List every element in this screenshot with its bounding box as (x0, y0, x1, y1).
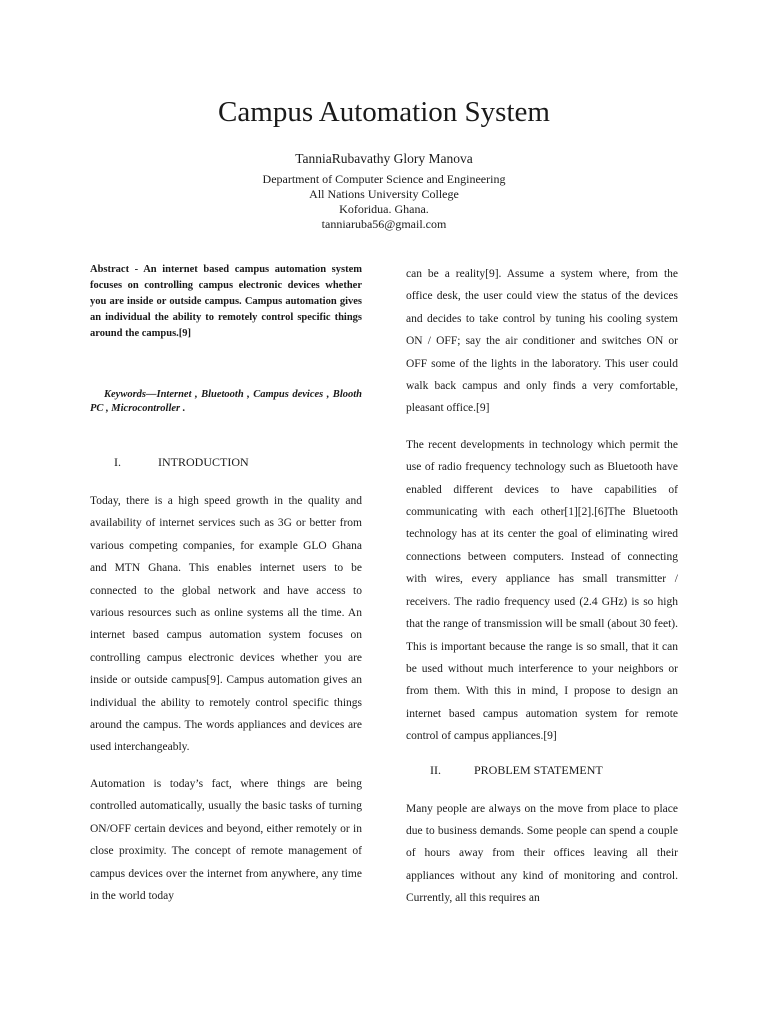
section-number: I. (114, 455, 121, 469)
author-email: tanniaruba56@gmail.com (321, 217, 447, 231)
author-name: TanniaRubavathy Glory Manova (295, 151, 473, 166)
section-heading-introduction (90, 454, 362, 470)
section-heading-problem-statement (406, 762, 678, 778)
affiliation-block (0, 172, 768, 232)
section-title: INTRODUCTION (158, 455, 249, 469)
problem-paragraph-1: Many people are always on the move from place to place due to business demands. Some people can spend a couple of hours away from their offices leaving all their appliances without any kind of monitoring and control. Currently, all this requires an (406, 802, 678, 905)
keywords: Keywords—Internet , Bluetooth , Campus devices , Blooth PC , Microcontroller . (90, 389, 362, 414)
intro-paragraph-3: can be a reality[9]. Assume a system where, from the office desk, the user could view the status of the devices and decides to take control by tuning his cooling system ON / OFF; say the air conditioner and switches ON or OFF some of the lights in the laboratory. This user could walk back campus and only finds a very comfortable, pleasant office.[9] (406, 268, 678, 415)
abstract: Abstract - An internet based campus automation system focuses on controlling campus electronic devices whether you are inside or outside campus. Campus automation gives an individual the ability to remotely control specific things around the campus.[9] (90, 264, 362, 339)
right-column (406, 263, 678, 910)
affiliation-department: Department of Computer Science and Engineering (262, 172, 506, 186)
section-number: II. (430, 762, 441, 777)
intro-paragraph-2: Automation is today’s fact, where things are being controlled automatically, usually the basic tasks of turning ON/OFF certain devices and beyond, either remotely or in close proximity. The concept of remote management of campus devices over the internet from anywhere, any time in the world today (90, 777, 362, 902)
left-column (90, 262, 362, 907)
intro-paragraph-1: Today, there is a high speed growth in the quality and availability of internet services such as 3G or better from various competing companies, for example GLO Ghana and MTN Ghana. This enables internet users to be connected to the global network and have access to various resources such as online systems all the time. An internet based campus automation system focuses on controlling campus electronic devices whether you are inside or outside campus[9]. Campus automation gives an individual the ability to remotely control specific things around the campus. The words appliances and devices are used interchangeably. (90, 495, 362, 754)
paper-title: Campus Automation System (218, 96, 550, 128)
affiliation-institution: All Nations University College (309, 187, 459, 201)
affiliation-location: Koforidua. Ghana. (339, 202, 429, 216)
intro-paragraph-4: The recent developments in technology which permit the use of radio frequency technology such as Bluetooth have enabled different devices to have capabilities of communicating with each other[1][2].[6]The Bluetooth technology has at its center the goal of eliminating wired connections between computers. Instead of connecting with wires, every appliance has small transmitter / receivers. The radio frequency used (2.4 GHz) is so high that the range of transmission will be small (about 30 feet). This is important because the range is so small, that it can be used without much interference to your neighbors or from them. With this in mind, I propose to design an internet based campus automation system for remote control of campus appliances.[9] (406, 438, 678, 743)
section-title: PROBLEM STATEMENT (474, 762, 603, 777)
